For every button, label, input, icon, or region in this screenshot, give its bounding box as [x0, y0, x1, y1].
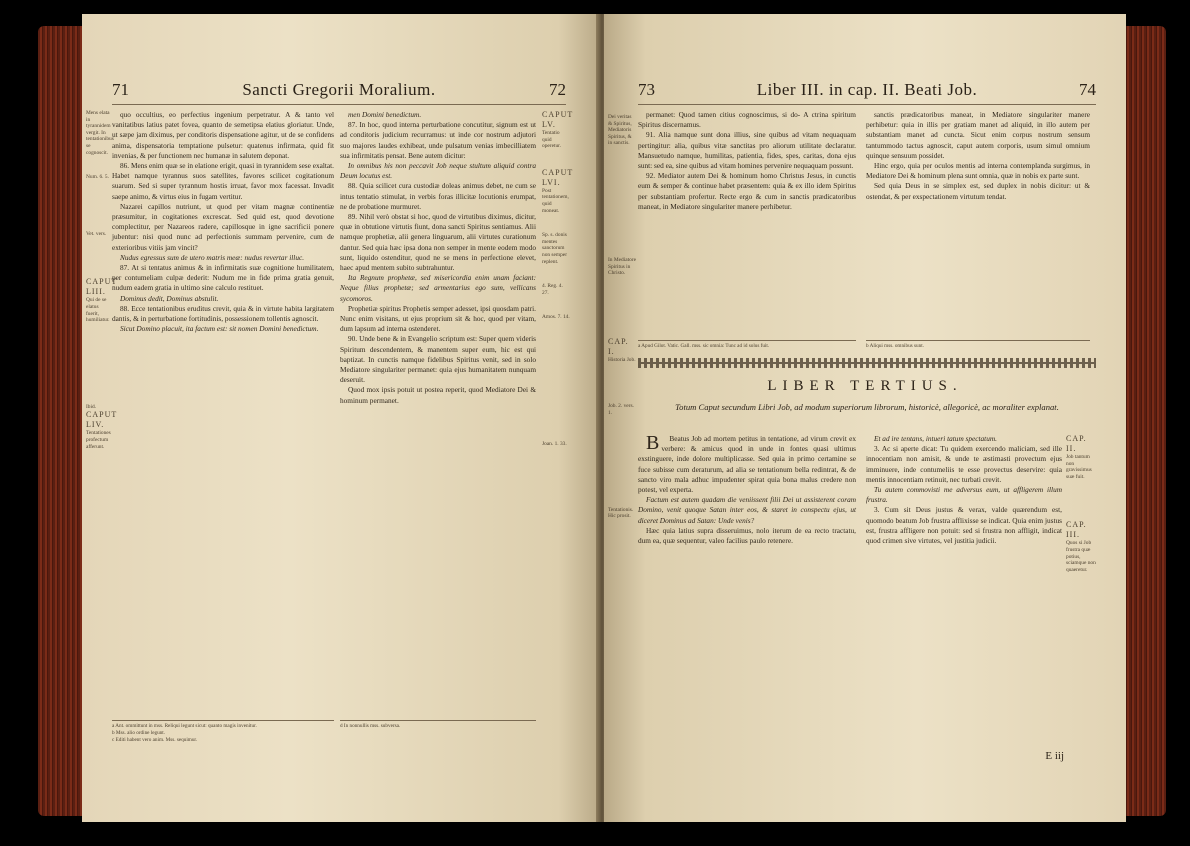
scripture-quote: In omnibus his non peccavit Job neque stultum aliquid contra Deum locutus est. [340, 161, 536, 181]
margin-note: Tentationis. Hic prosit. [608, 506, 634, 520]
right-running-title: Liber III. in cap. II. Beati Job. [756, 80, 978, 99]
drop-cap: B [646, 432, 660, 454]
signature-mark: E iij [1045, 750, 1064, 762]
left-page-number-inner: 71 [112, 80, 129, 99]
paragraph [638, 434, 856, 495]
right-footnotes-b [866, 340, 1090, 350]
footnote: c Editi habent vero anim. Mss. sequimur. [112, 737, 198, 743]
right-upper-column-a [638, 110, 856, 338]
scripture-quote: Sicut Domino placuit, ita factum est: sit nomen Domini benedictum. [120, 324, 319, 334]
paragraph: Quod mox ipsis potuit ut postea reperit, quod Mediatore Dei & hominum permanet. [340, 385, 536, 405]
left-margin-notes-inner [542, 110, 574, 466]
margin-note: CAP. I. Historia Job. [608, 336, 636, 363]
paragraph: 87. In hoc, quod interna perturbatione concutitur, signum est ut ad conditoris judicium recurramus: ut inde cor nostrum adjutori suo majores laudes exhibeat, unde pulsatum venias imbecilliatem sua infirmitatis pensat. Bene autem dicitur: [340, 120, 536, 160]
margin-note: Job. 2. vers. 1. [608, 403, 634, 416]
left-running-head [112, 80, 566, 102]
paragraph: 86. Mens enim quæ se in elatione erigit, quasi in tyrannidem sese exaltat. Habet namque tyrannus suos satellites, favores scilicet cogitationum suarum. Sed si super tyrannum hostis irruat, favor mox facessat. Invadit saepe animo, & virtus eius in fugam vertitur. [112, 161, 334, 201]
margin-note: 4. Reg. 4. 27. [542, 283, 563, 296]
right-page-number: 74 [1079, 80, 1096, 99]
scripture-quote: Et ad ire tentans, intueri tatum spectatum. [874, 434, 997, 443]
right-margin-notes-inner [608, 114, 636, 538]
left-footnotes-a [112, 720, 334, 744]
left-page-edges [38, 26, 82, 816]
left-page [82, 14, 600, 822]
paragraph: quo occultius, eo perfectius ingenium perpetratur. A & tanto vel vanitatibus latius patet fovea, quanto de semetipsa elatius gloriatur. Unde, ut sæpe jam diximus, per conditoris dispensatione agitur, ut de se confidens anima, dispensatoria temptatione pulsetur: quatenus infirmata, quid fit invenias, & per functionem nec humanæ in salutem deponat. [112, 110, 334, 160]
paragraph: 88. Quia scilicet cura custodiæ doleas animus debet, ne cum se intus tentatio stimulat, in verbis foras illicitæ locutionis erumpat, ne de probatione murmuret. [340, 181, 536, 211]
right-upper-column-b [866, 110, 1090, 338]
margin-note: Joan. 1. 33. [542, 440, 567, 447]
right-lower-column-a [638, 434, 856, 764]
margin-note: CAP. II. Job tantum non gravissimus suæ fuit. [1066, 434, 1092, 480]
paragraph: 88. Ecce tentationibus eruditus crevit, quia & in virtute habita largitatem dantis, & in perturbatione fortitudinis, possessionem tollentis agnoscit. [112, 303, 334, 324]
paragraph: sanctis prædicatoribus maneat, in Mediatore singulariter manere perhibetur: quia in illis per gratiam manet ad aliquid, in illo autem per substantiam manet ad cuncta. Sicut enim corpus nostrum sensum tantummodo tactus agnoscit, caput autem corporis, usum simul omnium quinque sensuum possidet. [866, 110, 1090, 160]
paragraph: 90. Unde bene & in Evangelio scriptum est: Super quem videris Spiritum descendentem, & manentem super eum, hic est qui baptizat. In cunctis namque fidelibus Spiritus venit, sed in solo Mediatore singulariter permanet: quia ejus humanitatem nunquam deseruit. [340, 334, 536, 385]
paragraph: 3. Cum sit Deus justus & verax, valde quærendum est, quomodo beatum Job frustra afflixisse se indicat. Quia enim justus est, frustra affligere non potuit: sed si frustra non affligit, indicat quod crimen sive virtutes, vel justitia judicii. [866, 505, 1062, 546]
right-page-edges [1126, 26, 1166, 816]
right-page-number-inner: 73 [638, 80, 655, 99]
left-page-number: 72 [548, 80, 566, 99]
book-title: LIBER TERTIUS. [767, 378, 963, 394]
paragraph: 91. Alia namque sunt dona illius, sine quibus ad vitam nequaquam pertingitur: alia, quibus vitæ sanctitas pro aliorum utilitate declaratur. Mansuetudo namque, humilitas, patientia, fides, spes, caritas, dona ejus sunt: sed ea, sine quibus ad vitam homines pervenire nequaquam possunt. [638, 130, 856, 171]
margin-note: CAPUT LV. Tentatio quid operetur. [542, 110, 574, 150]
left-footnotes-b [340, 720, 536, 730]
paragraph: Sed quia Deus in se simplex est, sed duplex in nobis dicitur: ut & ostendat, & per exspectationem virtutum tendat. [866, 181, 1090, 201]
left-running-title: Sancti Gregorii Moralium. [242, 80, 436, 99]
scripture-quote: Dominus dedit, Dominus abstulit. [120, 293, 219, 303]
left-column-b [340, 110, 536, 716]
paragraph: 3. Ac si aperte dicat: Tu quidem exercendo maliciam, sed ille innocentiam non amisit, & unde te æstimasti provectum ejus imminuere, inde contumeliis te esse provectus deservire: quia mentis innocentiam retinuit, nec turbati crevit. [866, 444, 1062, 484]
margin-note: Dei veritas & Spiritus, Mediatoris Spiritus, & in sanctis. [608, 114, 632, 147]
footnote: a Apud Gilot. Vatic. Gall. mss. sic omnia: Tunc ad id solus fuit. [638, 343, 770, 349]
scripture-quote: Ita Regnum prophetæ, sed misericordia enim unam faciant: Neque filius prophetæ; sed armentarius ego sum, vellicans sycomoros. [340, 273, 536, 303]
margin-note: CAP. III. Quos si Job frustra quæ potius, sciamque non quaeretur. [1066, 520, 1096, 573]
scripture-quote: Factum est autem quadam die veniissent filii Dei ut assisterent coram Domino, venit quoque Satan inter eos, & staret in conspectu ejus, ut diceret Dominus ad Satan: Unde venis? [638, 495, 856, 525]
footnote: d In nonnullis mss. subversa. [340, 723, 401, 729]
paragraph: Prophetiæ spiritus Prophetis semper adesset, ipsi quosdam patri. Nunc enim visitans, ut ejus proprium sit & hoc, quod per vitam, dum lapsum ad interna ostenderet. [340, 303, 536, 334]
open-book [38, 6, 1166, 832]
scripture-quote: Tu autem commovisti me adversus eum, ut affligerem illum frustra. [866, 485, 1062, 505]
right-head-rule [638, 104, 1096, 105]
paragraph: Hinc ergo, quia per oculos mentis ad interna contemplanda surgimus, in Mediatore Dei & hominum plena sunt omnia, quæ in nobis ex parte sunt. [866, 161, 1090, 181]
right-lower-column-b [866, 434, 1062, 764]
margin-note: Ibid. CAPUT LIV. Tentationes profectum afferunt. [86, 403, 118, 450]
scripture-quote: men Domini benedictum. [348, 110, 422, 119]
paragraph-text: Beatus Job ad mortem petitus in tentatione, ad virum crevit ex verbere: & amicus quod in unde in fontes quasi ultimus exstinguere, inde dolore multiplicasse. Sed quia in primo certamine se fuce subisse cum deraturum, ad alia se tentationum bella redintrat, & de sancto viro mala adhuc impudenter spirat quia bona malus credere non potest, vel experta. [638, 434, 856, 495]
right-page [604, 14, 1126, 822]
margin-note: CAPUT LVI. Post tentationem, quid moneat. [542, 167, 574, 214]
paragraph: 87. At si tentatus animus & in infirmitatis suæ cognitione humilitatem, per contumeliam culpæ dederit: Nudum me in fide prima gratia genuit, nudum eadem gratia in ultimo sine calculo restituet. [112, 263, 334, 293]
margin-note: Sp. s. donis mentes sanctorum non semper replent. [542, 232, 568, 265]
margin-note: Amos. 7. 14. [542, 314, 570, 321]
scripture-quote: Nudus egressus sum de utero matris meæ: nudus revertar illuc. [120, 252, 305, 262]
right-margin-notes-outer [1066, 434, 1096, 591]
footnote: a Ant. ommittunt in mss. Reliqui legunt sicut: quanto magis invenitur. [112, 723, 257, 729]
margin-note: Mens elata in tyrannidem vergit. In tentationibus se cognoscit. [86, 110, 114, 156]
paragraph: Nazarei capillos nutriunt, ut quod per vitam magnæ continentiæ præsumitur, in cogitationes excrescat. Sed quid est, quod devotione complectitur, per Nazareos radere, capillosque in igne sacrificii ponere jubentur: nisi quod nunc ad perfectionis summam pervenire, cum de exterioribus vitiis jam vincit? [112, 201, 334, 252]
paragraph: 92. Mediator autem Dei & hominum homo Christus Jesus, in cunctis eum & semper & continue habet præsentem: quia & ex illo idem Spiritus per substantiam profertur. Recte ergo & cum in sanctis prædicatoribus maneat, in Mediatore singulariter manere perhibetur. [638, 171, 856, 211]
footnote: b Aliqui mss. omnibus sunt. [866, 343, 924, 349]
paragraph: 89. Nihil verò obstat si hoc, quod de virtutibus diximus, dicitur, quæ in obtutione virtutis fiunt, dona sancti Spiritus sentiamus. Alii namque prophetiæ, alii genera linguarum, alii virtutes curationum dantur. Sed quia hæc ipsa dona non semper in mente eodem modo sunt, liquido ostenditur, quod ne se mens in perfectione elevet, haec apud mentem subito subtrahuntur. [340, 212, 536, 273]
ornamental-band [638, 358, 1096, 368]
footnote: b Mss. alio ordine legunt. [112, 730, 166, 736]
paragraph: Hæc quia latius supra disseruimus, nolo iterum de ea recto tractatu, dum ea, quæ sequentur, valeo facilius paulo retenere. [638, 525, 856, 546]
left-column-a [112, 110, 334, 716]
right-footnotes-a [638, 340, 856, 350]
right-running-head [638, 80, 1096, 102]
paragraph: permanet: Quod tamen citius cognoscimus, si do- A ctrina spiritum Spiritus discernamus. [638, 110, 856, 130]
margin-note: In Mediatore Spiritus in Christo. [608, 256, 636, 277]
margin-note: Num. 6. 5. [86, 174, 109, 181]
left-head-rule [112, 104, 566, 105]
margin-note: Vet. vers. [86, 230, 107, 237]
margin-note: CAPUT LIII. Qui de se elatus fuerit, humiliatur. [86, 277, 118, 324]
left-margin-notes-outer [86, 110, 118, 468]
book-subtitle: Totum Caput secundum Libri Job, ad modum superiorum librorum, historicè, allegoricè, ac moraliter explanat. [675, 402, 1059, 412]
